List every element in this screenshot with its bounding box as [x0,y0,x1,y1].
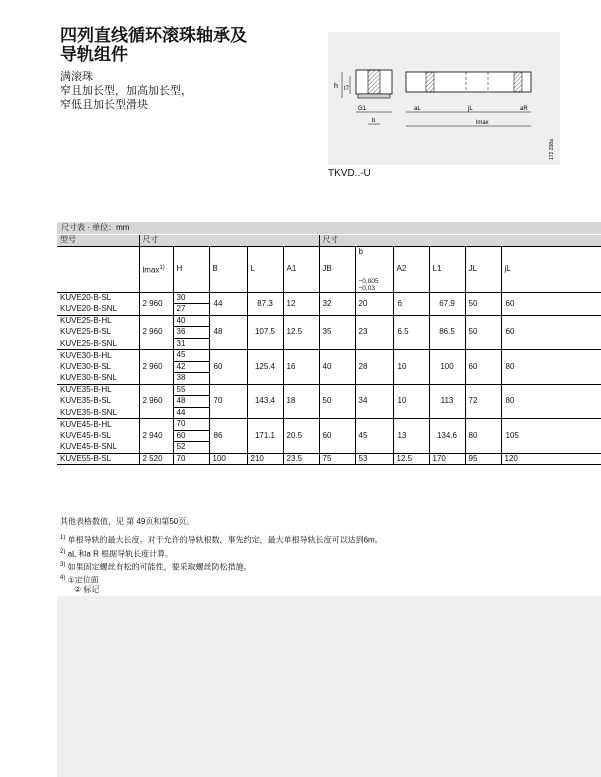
jb-cell: 75 [319,453,355,465]
model-cell: KUVE35-B-SNL [60,407,117,417]
table-row [57,315,601,327]
l1-cell: 113 [429,384,465,419]
jl-upper-cell: 50 [465,315,501,350]
table-row [57,419,601,431]
header-b: b −0,005 −0,03 [355,246,393,292]
h-cell: 52 [173,442,209,454]
model-cell: KUVE30-B-HL [57,350,139,362]
b-width-cell: 86 [209,419,247,454]
jl-upper-cell: 60 [465,350,501,385]
a2-cell: 10 [393,384,429,419]
header-l1: L1 [429,246,465,292]
h-cell: 31 [173,338,209,350]
model-cell: KUVE25-B-SL [60,327,112,337]
model-cell: KUVE30-B-SNL [60,373,117,382]
footnote-2: $^{2)}$ aL 和a R 根据导轨长度计算。 [60,549,174,559]
b-cell: 34 [355,384,393,419]
model-cell: KUVE35-B-SL [60,396,112,406]
jb-cell: 32 [319,292,355,315]
a1-cell: 20.5 [283,419,319,454]
label-lmax: lmax [476,120,489,126]
model-cell: KUVE55-B-SL [57,453,139,465]
a1-cell: 12 [283,292,319,315]
a1-cell: 12.5 [283,315,319,350]
label-ar: aR [520,106,528,112]
jb-cell: 60 [319,419,355,454]
jl-lower-cell: 80 [501,384,601,419]
jl-lower-cell: 80 [501,350,601,385]
lmax-cell: 2 960 [139,384,173,419]
jl-upper-cell: 80 [465,419,501,454]
header-jl-lower: jL [501,246,601,292]
h-cell: 38 [173,373,209,385]
lmax-cell: 2 520 [139,453,173,465]
a2-cell: 6 [393,292,429,315]
table-row [57,453,601,465]
a2-cell: 10 [393,350,429,385]
lmax-cell: 2 960 [139,350,173,385]
l1-cell: 100 [429,350,465,385]
model-cell: KUVE20-B-SL [57,292,139,304]
table-row [57,384,601,396]
h-cell: 70 [173,453,209,465]
dimension-table [57,235,601,465]
jb-cell: 35 [319,315,355,350]
header-l: L [247,246,283,292]
footnote-4b: ② 标记 [74,585,100,594]
b-width-cell: 60 [209,350,247,385]
h-cell: 30 [173,292,209,304]
l-cell: 107.5 [247,315,283,350]
model-cell: KUVE30-B-SL [60,361,112,371]
footnote-3: $^{3)}$ 如果固定螺丝有松的可能性，要采取螺丝防松措施。 [60,562,252,572]
b-width-cell: 70 [209,384,247,419]
jl-lower-cell: 105 [501,419,601,454]
h-cell: 27 [173,304,209,316]
label-t7: t7 [344,86,350,92]
a1-cell: 16 [283,350,319,385]
header-jl-upper: JL [465,246,501,292]
a1-cell: 18 [283,384,319,419]
table-row [57,292,601,304]
label-jl: jL [468,106,473,112]
header-model-blank [57,246,139,292]
lmax-cell: 2 960 [139,315,173,350]
title [60,26,247,64]
h-cell: 70 [173,419,209,431]
l-cell: 171.1 [247,419,283,454]
b-cell: 28 [355,350,393,385]
header-b-width: B [209,246,247,292]
title-line-2: 导轨组件 [60,45,128,64]
b-width-cell: 100 [209,453,247,465]
jl-lower-cell: 60 [501,315,601,350]
lmax-cell: 2 940 [139,419,173,454]
header-lmax: lmax$^{1)}$ [139,246,173,292]
b-cell: 20 [355,292,393,315]
model-cell: KUVE35-B-HL [57,384,139,396]
h-cell: 36 [173,327,209,339]
label-g1: G1 [358,106,367,112]
l-cell: 125.4 [247,350,283,385]
jl-upper-cell: 72 [465,384,501,419]
b-width-cell: 44 [209,292,247,315]
jb-cell: 50 [319,384,355,419]
jl-upper-cell: 95 [465,453,501,465]
b-cell: 53 [355,453,393,465]
h-cell: 42 [173,361,209,373]
model-cell: KUVE25-B-HL [57,315,139,327]
model-cell: KUVE20-B-SNL [60,304,117,313]
technical-drawing [328,32,560,165]
header-dimensions-2: 尺寸 [319,235,601,246]
h-cell: 40 [173,315,209,327]
subtitle-line-2: 窄且加长型，加高加长型， [60,85,192,97]
h-cell: 55 [173,384,209,396]
l1-cell: 134.6 [429,419,465,454]
label-h: h [334,83,338,90]
l-cell: 87.3 [247,292,283,315]
l1-cell: 86.5 [429,315,465,350]
a1-cell: 23.5 [283,453,319,465]
title-line-1: 四列直线循环滚珠轴承及 [60,26,247,45]
a2-cell: 13 [393,419,429,454]
table-caption: 尺寸表 · 单位：mm [57,222,601,234]
subtitle [60,70,192,112]
b-width-cell: 48 [209,315,247,350]
a2-cell: 12.5 [393,453,429,465]
jl-lower-cell: 60 [501,292,601,315]
l1-cell: 67.9 [429,292,465,315]
h-cell: 45 [173,350,209,362]
a2-cell: 6.5 [393,315,429,350]
table-row [57,350,601,362]
model-cell: KUVE45-B-HL [57,419,139,431]
jl-upper-cell: 50 [465,292,501,315]
l1-cell: 170 [429,453,465,465]
blank-area [57,596,601,777]
h-cell: 44 [173,407,209,419]
header-dimensions-1: 尺寸 [139,235,319,246]
b-cell: 45 [355,419,393,454]
subtitle-line-1: 满滚珠 [60,71,93,83]
rail-drawing-svg [328,32,560,165]
header-jb: JB [319,246,355,292]
footnote-other-values: 其他表格数值，见 第 49页和第50页。 [60,517,195,526]
label-al: aL [414,106,421,112]
jb-cell: 40 [319,350,355,385]
h-cell: 48 [173,396,209,408]
h-cell: 60 [173,430,209,442]
header-model: 型号 [57,235,139,246]
footnote-1: $^{1)}$ 单根导轨的最大长度。对于允许的导轨根数，事先约定，最大单根导轨长度可以达到6m。 [60,535,383,545]
header-a2: A2 [393,246,429,292]
jl-lower-cell: 120 [501,453,601,465]
lmax-cell: 2 960 [139,292,173,315]
b-cell: 23 [355,315,393,350]
header-h: H [173,246,209,292]
figure-code: 172 338a [549,139,555,160]
model-cell: KUVE45-B-SNL [60,442,117,451]
label-b: b [372,118,376,124]
header-a1: A1 [283,246,319,292]
subtitle-line-3: 窄低且加长型滑块 [60,99,148,111]
footnote-4: $^{4)}$ ①定位面 [60,575,99,585]
model-cell: KUVE45-B-SL [60,430,112,440]
figure-caption: TKVD..-U [328,168,371,179]
model-cell: KUVE25-B-SNL [60,338,117,348]
l-cell: 143.4 [247,384,283,419]
l-cell: 210 [247,453,283,465]
